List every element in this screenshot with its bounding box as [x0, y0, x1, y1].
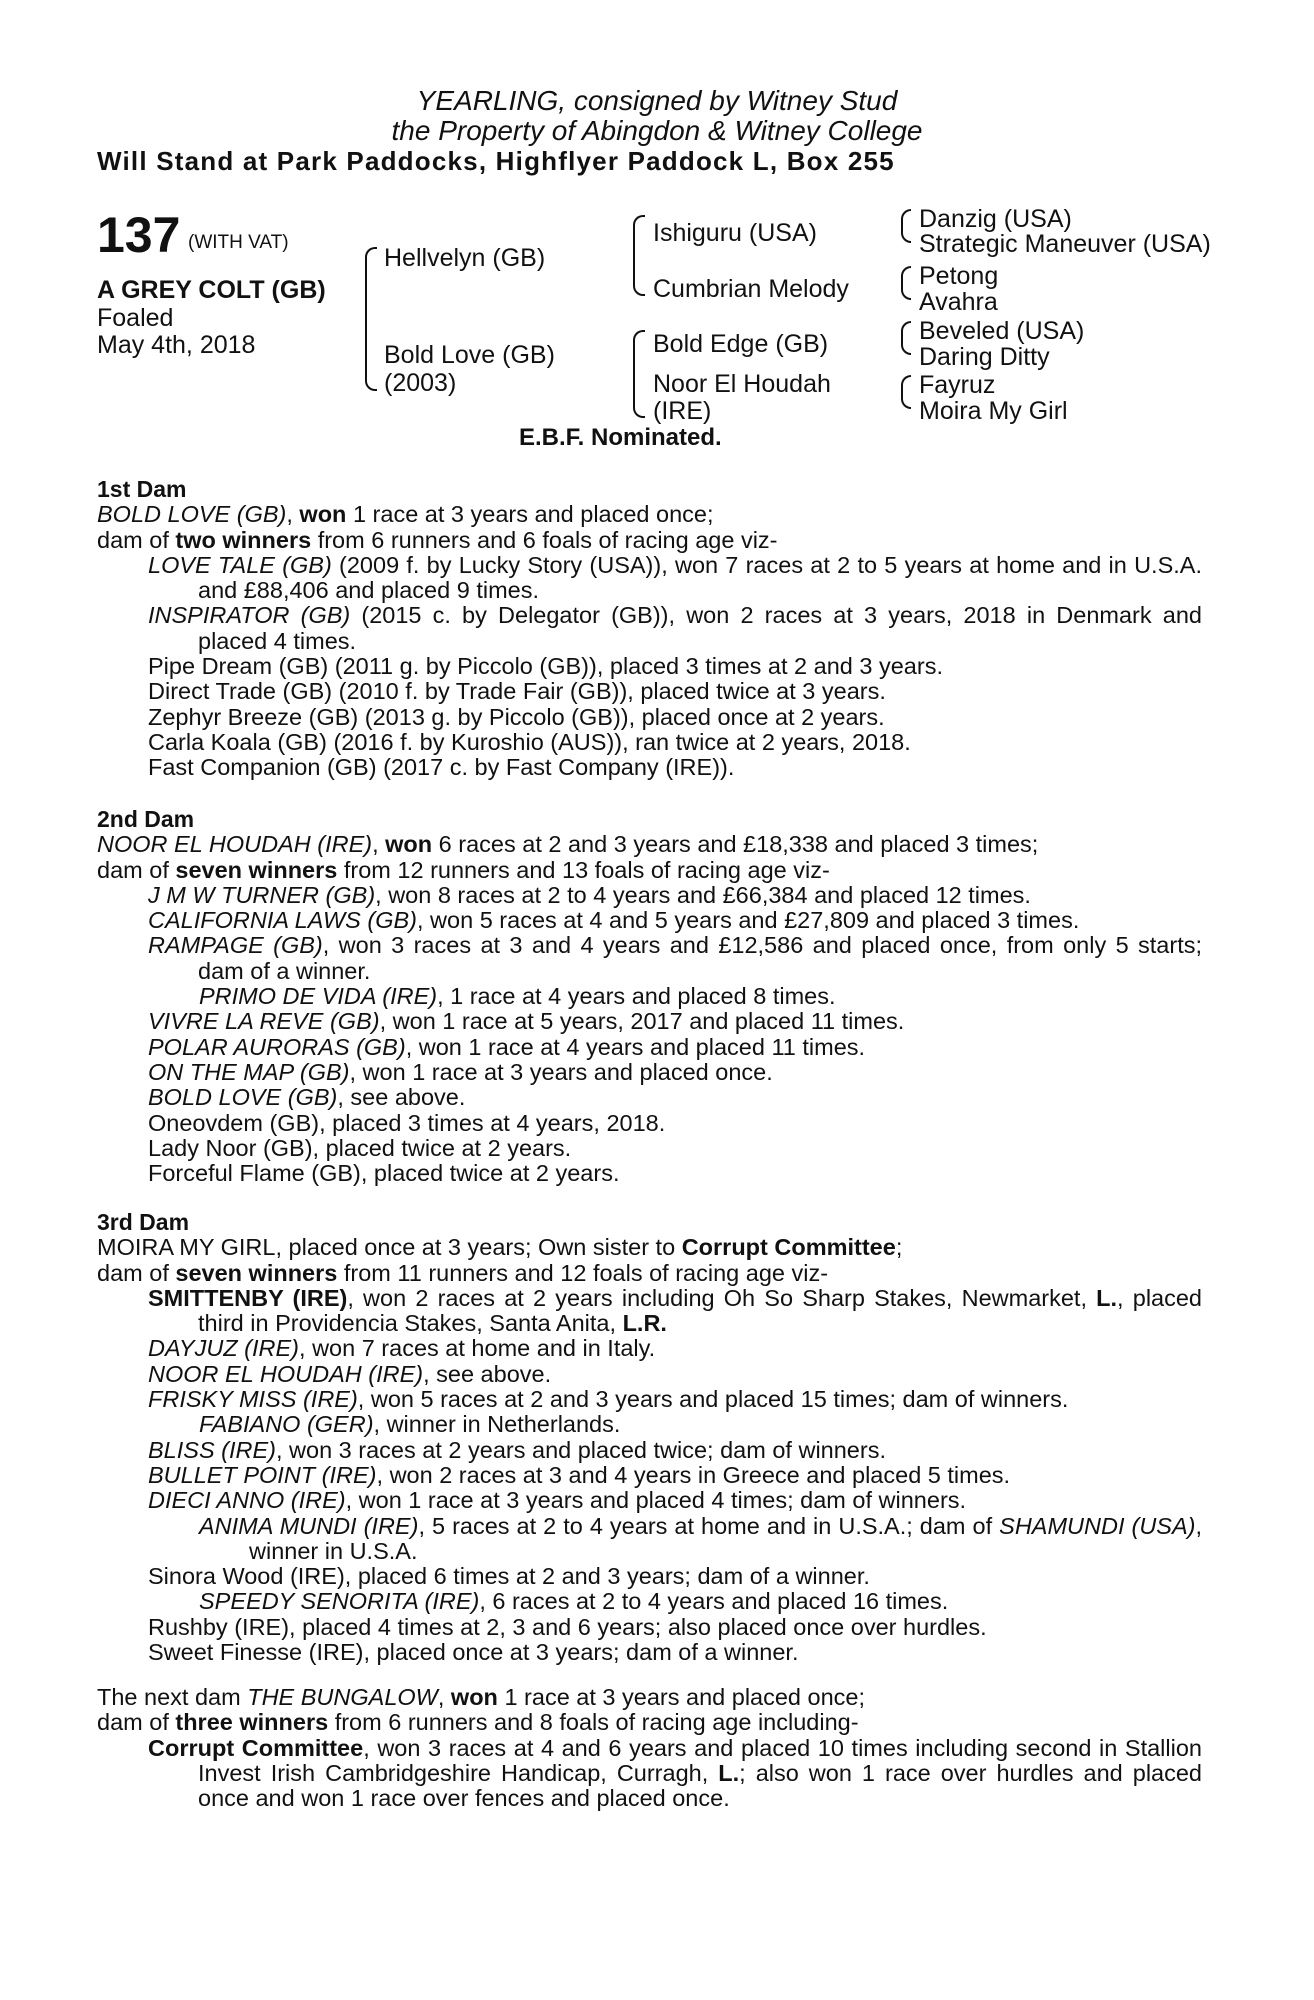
offspring-entry	[97, 1438, 1202, 1463]
next-dam-section	[97, 1685, 1202, 1811]
grand-offspring-entry	[97, 1412, 1202, 1437]
offspring-entry: Forceful Flame (GB), placed twice at 2 years.	[148, 1160, 620, 1187]
lot-description: A GREY COLT (GB)	[97, 276, 326, 304]
foaled-date: May 4th, 2018	[97, 331, 256, 359]
grand-offspring-entry	[97, 984, 1202, 1009]
text: VIVRE LA REVE (GB)	[148, 1008, 380, 1035]
vat-label: (WITH VAT)	[188, 232, 289, 253]
text: , won 3 races at 2 years and placed twice; dam of winners.	[275, 1436, 886, 1463]
text: ,	[437, 1684, 451, 1710]
dam: Bold Love (GB)	[384, 341, 555, 369]
text: PRIMO DE VIDA (IRE)	[199, 983, 438, 1010]
second-dam-section	[97, 807, 1202, 1186]
offspring-entry: Oneovdem (GB), placed 3 times at 4 years, 2018.	[148, 1109, 666, 1136]
text: POLAR AURORAS (GB)	[148, 1033, 406, 1060]
text: , won 2 races at 3 and 4 years in Greece and placed 5 times.	[376, 1461, 1011, 1488]
text: FRISKY MISS (IRE)	[148, 1386, 358, 1413]
sale-header-line2: the Property of Abingdon & Witney College	[391, 115, 923, 146]
pedigree-brace-sire-dam	[365, 247, 377, 391]
text: , winner in Netherlands.	[373, 1411, 621, 1438]
dam-sire: Bold Edge (GB)	[653, 330, 829, 358]
g3-ancestor: Moira My Girl	[919, 397, 1068, 425]
text: SMITTENBY (IRE)	[148, 1284, 348, 1311]
text: dam of	[97, 856, 176, 883]
text: BLISS (IRE)	[148, 1436, 276, 1463]
g3-ancestor: Strategic Maneuver (USA)	[919, 230, 1211, 258]
offspring-entry	[97, 603, 1202, 654]
lot-number: 137	[97, 207, 181, 263]
offspring-entry: Pipe Dream (GB) (2011 g. by Piccolo (GB)), placed 3 times at 2 and 3 years.	[148, 653, 943, 680]
offspring-entry	[97, 1336, 1202, 1361]
text: from 6 runners and 8 foals of racing age including-	[328, 1709, 859, 1736]
g3-ancestor: Daring Ditty	[919, 343, 1050, 371]
text: Corrupt Committee	[681, 1234, 896, 1261]
text: , won 1 race at 4 years and placed 11 times.	[405, 1033, 866, 1060]
dam-year: (2003)	[384, 369, 457, 397]
text: , won 5 races at 4 and 5 years and £27,809 and placed 3 times.	[417, 907, 1080, 934]
text: MOIRA MY GIRL, placed once at 3 years; Own sister to	[97, 1234, 682, 1261]
offspring-entry	[97, 1488, 1202, 1513]
text: won	[450, 1684, 498, 1710]
text: , won 1 race at 5 years, 2017 and placed 11 times.	[379, 1008, 905, 1035]
text: , won 7 races at home and in Italy.	[299, 1335, 656, 1362]
text: three winners	[175, 1709, 329, 1736]
text: 1 race at 3 years and placed once;	[497, 1684, 866, 1710]
offspring-entry	[97, 1009, 1202, 1034]
text: dam of	[97, 526, 176, 553]
text: BOLD LOVE (GB)	[148, 1084, 338, 1111]
text: ; also won 1 race over hurdles and placed once and won 1 race over fences and placed once.	[198, 1759, 1202, 1812]
g3-ancestor: Petong	[919, 262, 999, 290]
g3-ancestor: Avahra	[919, 288, 998, 316]
dam-dam: Noor El Houdah	[653, 370, 831, 398]
first-dam-heading: 1st Dam	[97, 476, 187, 502]
text: Corrupt Committee	[148, 1734, 364, 1761]
text: , 6 races at 2 to 4 years and placed 16 times.	[479, 1588, 949, 1615]
foaled-label: Foaled	[97, 304, 174, 332]
text: , see above.	[337, 1084, 466, 1111]
offspring-entry	[97, 1463, 1202, 1488]
text: dam of	[97, 1709, 176, 1736]
text: won	[299, 501, 347, 528]
offspring-entry	[97, 908, 1202, 933]
text: CALIFORNIA LAWS (GB)	[148, 907, 417, 934]
offspring-entry: Fast Companion (GB) (2017 c. by Fast Company (IRE)).	[148, 754, 735, 781]
pedigree-brace-dam	[633, 330, 645, 418]
text: , won 1 race at 3 years and placed 4 times; dam of winners.	[345, 1487, 967, 1514]
offspring-entry	[97, 1736, 1202, 1812]
text: , placed third in Providencia Stakes, Santa Anita,	[198, 1284, 1202, 1337]
offspring-entry: Lady Noor (GB), placed twice at 2 years.	[148, 1134, 572, 1161]
text: DAYJUZ (IRE)	[148, 1335, 300, 1362]
offspring-entry	[97, 1085, 1202, 1110]
text: BULLET POINT (IRE)	[148, 1461, 377, 1488]
offspring-entry	[97, 1286, 1202, 1337]
sire-dam: Cumbrian Melody	[653, 275, 849, 303]
offspring-entry: Carla Koala (GB) (2016 f. by Kuroshio (AUS)), ran twice at 2 years, 2018.	[148, 728, 911, 755]
text: , winner in U.S.A.	[249, 1512, 1202, 1564]
g3-ancestor: Beveled (USA)	[919, 317, 1085, 345]
grand-offspring-entry	[97, 1514, 1202, 1565]
text: L.	[1096, 1284, 1118, 1311]
text: from 11 runners and 12 foals of racing age viz-	[337, 1259, 829, 1286]
text: DIECI ANNO (IRE)	[148, 1487, 346, 1514]
text: , won 1 race at 3 years and placed once.	[349, 1058, 773, 1085]
text: J M W TURNER (GB)	[148, 881, 376, 908]
sire: Hellvelyn (GB)	[384, 244, 546, 272]
text: (2015 c. by Delegator (GB)), won 2 races at 3 years, 2018 in Denmark and placed 4 times.	[198, 602, 1202, 654]
offspring-entry: Zephyr Breeze (GB) (2013 g. by Piccolo (GB)), placed once at 2 years.	[148, 703, 885, 730]
text: , see above.	[423, 1360, 552, 1387]
text: FABIANO (GER)	[199, 1411, 374, 1438]
offspring-entry: Sweet Finesse (IRE), placed once at 3 years; dam of a winner.	[148, 1639, 799, 1666]
offspring-entry	[97, 933, 1202, 984]
text: 1 race at 3 years and placed once;	[346, 501, 714, 528]
text: NOOR EL HOUDAH (IRE)	[97, 831, 373, 858]
text: , 5 races at 2 to 4 years at home and in U.S.A.; dam of	[418, 1512, 1000, 1539]
g3-ancestor: Fayruz	[919, 371, 996, 399]
sire-sire: Ishiguru (USA)	[653, 219, 817, 247]
text: ,	[372, 831, 386, 858]
text: ON THE MAP (GB)	[148, 1058, 350, 1085]
text: two winners	[175, 526, 312, 553]
first-dam-section	[97, 477, 1202, 781]
grand-offspring-entry	[97, 1589, 1202, 1614]
pedigree-brace-g3-3	[901, 321, 911, 355]
text: , won 3 races at 3 and 4 years and £12,586 and placed once, from only 5 starts; dam of a winner.	[198, 932, 1202, 984]
pedigree-brace-sire	[633, 215, 645, 296]
offspring-entry	[97, 1035, 1202, 1060]
text: from 12 runners and 13 foals of racing age viz-	[337, 856, 830, 883]
offspring-entry: Sinora Wood (IRE), placed 6 times at 2 and 3 years; dam of a winner.	[148, 1563, 870, 1590]
text: SHAMUNDI (USA)	[999, 1512, 1196, 1539]
text: , won 2 races at 2 years including Oh So Sharp Stakes, Newmarket,	[347, 1284, 1097, 1311]
text: L.	[718, 1759, 740, 1786]
text: INSPIRATOR (GB)	[148, 602, 351, 629]
offspring-entry	[97, 883, 1202, 908]
text: The next dam	[97, 1684, 248, 1710]
text: NOOR EL HOUDAH (IRE)	[148, 1360, 424, 1387]
stand-location: Will Stand at Park Paddocks, Highflyer Paddock L, Box 255	[97, 146, 895, 176]
third-dam-heading: 3rd Dam	[97, 1209, 190, 1235]
pedigree-brace-g3-4	[901, 375, 911, 409]
sale-header-line1: YEARLING, consigned by Witney Stud	[416, 85, 898, 116]
text: L.R.	[622, 1310, 667, 1337]
offspring-entry	[97, 1060, 1202, 1085]
text: ;	[895, 1234, 903, 1261]
text: SPEEDY SENORITA (IRE)	[199, 1588, 480, 1615]
text: , won 3 races at 4 and 6 years and placed 10 times including second in Stallion Invest Irish Cambridgeshire Handicap, Curragh,	[198, 1734, 1202, 1786]
text: ,	[286, 501, 300, 528]
offspring-entry: Direct Trade (GB) (2010 f. by Trade Fair (GB)), placed twice at 3 years.	[148, 678, 886, 705]
dam-name: BOLD LOVE (GB)	[97, 501, 287, 528]
offspring-entry	[97, 553, 1202, 604]
text: RAMPAGE (GB)	[148, 932, 323, 959]
text: THE BUNGALOW	[247, 1684, 438, 1710]
ebf-nomination: E.B.F. Nominated.	[519, 424, 722, 451]
text: seven winners	[175, 856, 338, 883]
second-dam-heading: 2nd Dam	[97, 806, 195, 832]
offspring-entry: Rushby (IRE), placed 4 times at 2, 3 and 6 years; also placed once over hurdles.	[148, 1613, 987, 1640]
offspring-entry	[97, 1387, 1202, 1412]
text: from 6 runners and 6 foals of racing age viz-	[311, 526, 778, 553]
pedigree-brace-g3-1	[901, 209, 911, 243]
text: LOVE TALE (GB)	[148, 551, 332, 578]
text: dam of	[97, 1259, 176, 1286]
offspring-entry	[97, 1362, 1202, 1387]
third-dam-section	[97, 1210, 1202, 1665]
dam-dam-country: (IRE)	[653, 397, 712, 425]
text: ANIMA MUNDI (IRE)	[199, 1512, 419, 1539]
text: , won 8 races at 2 to 4 years and £66,384 and placed 12 times.	[375, 881, 1031, 908]
g3-ancestor: Danzig (USA)	[919, 205, 1072, 233]
text: , 1 race at 4 years and placed 8 times.	[437, 983, 836, 1010]
pedigree-brace-g3-2	[901, 266, 911, 300]
text: (2009 f. by Lucky Story (USA)), won 7 races at 2 to 5 years at home and in U.S.A. and £88,406 and placed 9 times.	[198, 551, 1202, 604]
text: won	[385, 831, 433, 858]
text: 6 races at 2 and 3 years and £18,338 and placed 3 times;	[432, 831, 1039, 858]
text: seven winners	[175, 1259, 338, 1286]
text: , won 5 races at 2 and 3 years and placed 15 times; dam of winners.	[357, 1386, 1069, 1413]
